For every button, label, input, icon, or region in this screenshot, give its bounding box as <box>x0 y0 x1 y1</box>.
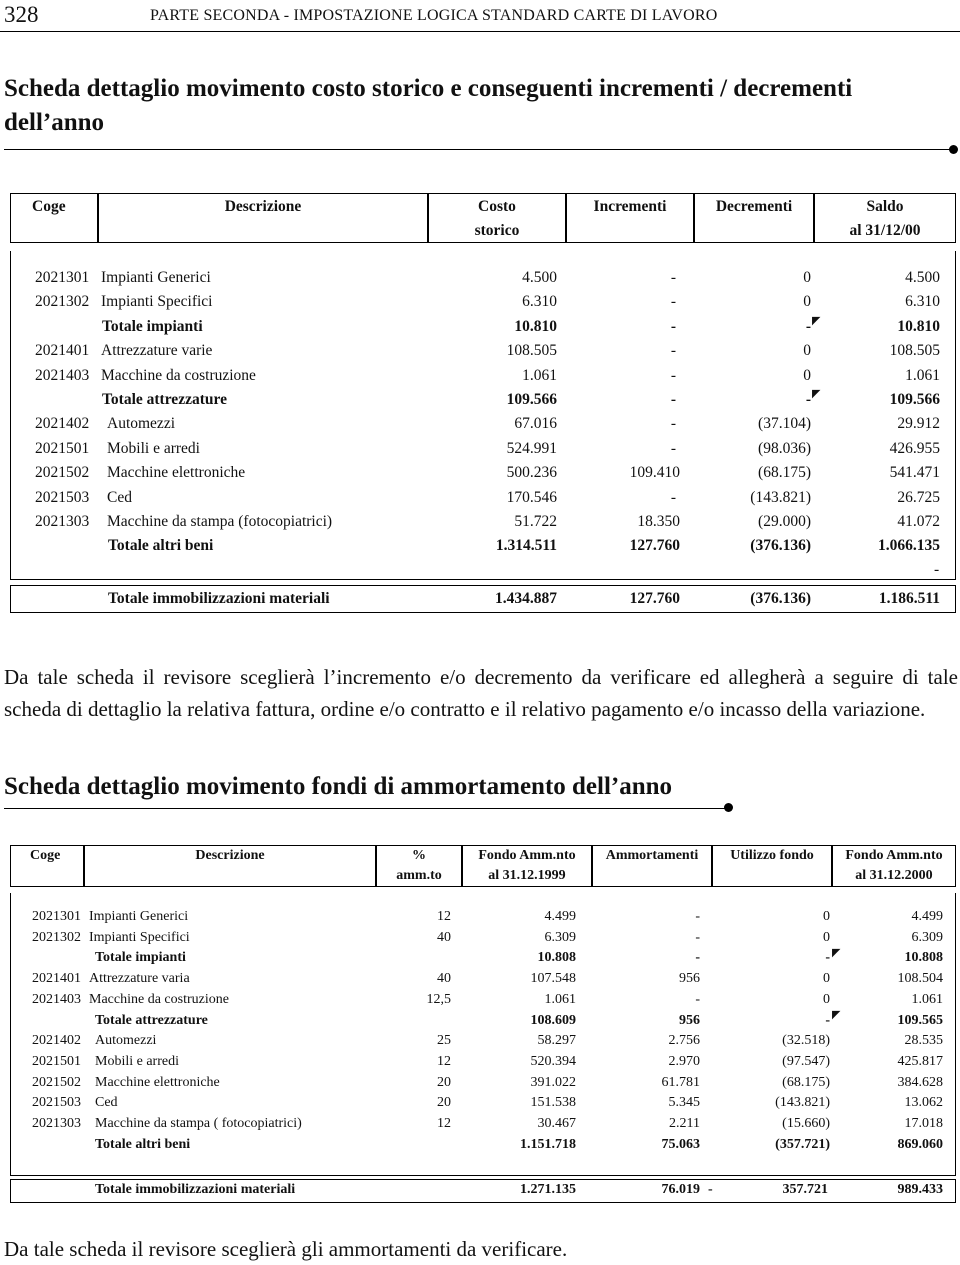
costo-value: 4.500 <box>522 269 557 286</box>
fondo-2000-value: 108.504 <box>897 971 943 987</box>
utilizzo-value: - <box>825 1012 830 1028</box>
perc-value: 20 <box>437 1095 451 1111</box>
row-description: Macchine elettroniche <box>95 1074 220 1090</box>
decrementi-value: - <box>805 391 811 408</box>
row-description: Attrezzature varia <box>89 971 190 987</box>
fondi-ammortamento-table <box>10 845 956 1205</box>
total-desc: Totale immobilizzazioni materiali <box>95 1182 296 1197</box>
costo-value: 170.546 <box>506 488 557 506</box>
fondo-2000-value: 109.565 <box>897 1012 943 1028</box>
coge-code: 2021502 <box>32 1074 81 1090</box>
row-description: Mobili e arredi <box>107 439 200 457</box>
decrementi-value: 0 <box>803 342 811 360</box>
decrementi-value: (143.821) <box>750 488 811 506</box>
col-header-utilizzo: Utilizzo fondo <box>730 848 814 863</box>
coge-code: 2021303 <box>32 1116 81 1131</box>
col-header-fondo-1999: Fondo Amm.nto <box>478 848 576 863</box>
coge-code: 2021501 <box>35 439 90 457</box>
fondo-1999-value: 30.467 <box>537 1116 576 1131</box>
fondo-2000-value: 28.535 <box>904 1033 943 1049</box>
perc-value: 12 <box>437 1053 451 1069</box>
costo-value: 524.991 <box>506 439 557 457</box>
table-row <box>10 992 956 1012</box>
perc-value: 25 <box>437 1033 451 1049</box>
ammortamenti-value: - <box>695 991 700 1007</box>
title-underline <box>4 808 729 809</box>
fondo-1999-value: 58.297 <box>537 1033 576 1049</box>
coge-code: 2021402 <box>32 1033 81 1049</box>
ammortamenti-value: 2.211 <box>669 1116 700 1131</box>
fondo-1999-value: 6.309 <box>544 929 576 945</box>
section-title-fondi: Scheda dettaglio movimento fondi di ammortamento dell’anno <box>4 773 673 800</box>
running-title: PARTE SECONDA - IMPOSTAZIONE LOGICA STANDARD CARTE DI LAVORO <box>150 7 718 24</box>
col-header-fondo-2000-2: al 31.12.2000 <box>855 868 933 883</box>
costo-value: 1.314.511 <box>495 537 557 555</box>
decrementi-value: 0 <box>803 293 811 311</box>
incrementi-value: 127.760 <box>629 537 680 555</box>
fondo-2000-value: 13.062 <box>904 1095 943 1111</box>
paragraph-incrementi: Da tale scheda il revisore sceglierà l’incremento e/o decremento da verificare ed allegherà a seguire di tale scheda di dettaglio la relativa fattura, ordine e/o contratto e il relativo pagamento e/o incasso della variazione. <box>4 665 958 721</box>
row-description: Automezzi <box>95 1033 157 1049</box>
perc-value: 40 <box>437 971 451 987</box>
fondo-2000-value: 425.817 <box>897 1053 943 1069</box>
ammortamenti-value: 2.756 <box>668 1033 700 1049</box>
perc-value: 12,5 <box>426 991 451 1007</box>
fondo-1999-value: 1.061 <box>544 991 576 1007</box>
col-header-perc: % <box>412 848 426 863</box>
table-row <box>10 1054 956 1074</box>
ammortamenti-value: - <box>695 950 700 966</box>
coge-code: 2021503 <box>32 1095 81 1111</box>
total-utilizzo: 357.721 <box>782 1182 828 1197</box>
coge-code: 2021403 <box>35 366 90 384</box>
tick-mark-icon: ◤ <box>812 388 821 400</box>
col-header-saldo: Saldo <box>866 198 904 215</box>
coge-code: 2021401 <box>32 971 81 987</box>
row-description: Mobili e arredi <box>95 1053 179 1069</box>
total-dash: - <box>708 1182 713 1197</box>
saldo-value: 109.566 <box>889 391 940 408</box>
fondo-2000-value: 869.060 <box>897 1136 943 1152</box>
fondo-2000-value: 6.309 <box>911 929 943 945</box>
col-header-descrizione: Descrizione <box>224 198 302 215</box>
col-header-ammortamenti: Ammortamenti <box>605 848 699 863</box>
costo-value: 109.566 <box>506 391 557 408</box>
saldo-value: 426.955 <box>889 439 940 457</box>
row-description: Macchine da stampa ( fotocopiatrici) <box>95 1116 302 1131</box>
col-header-coge: Coge <box>32 198 66 215</box>
costo-storico-table <box>10 193 956 613</box>
utilizzo-value: 0 <box>823 971 830 987</box>
saldo-value: 6.310 <box>905 293 940 311</box>
costo-value: 108.505 <box>506 342 557 360</box>
total-saldo: 1.186.511 <box>878 590 940 607</box>
coge-code: 2021303 <box>35 513 90 530</box>
table-row <box>10 1116 956 1136</box>
fondo-2000-value: 10.808 <box>904 950 943 966</box>
fondo-1999-value: 4.499 <box>544 909 576 924</box>
coge-code: 2021401 <box>35 342 90 360</box>
table-row <box>10 415 956 439</box>
table-subtotal-row <box>10 537 956 561</box>
utilizzo-value: (97.547) <box>782 1053 830 1069</box>
costo-value: 1.061 <box>522 366 557 384</box>
col-header-incrementi: Incrementi <box>593 198 667 215</box>
decrementi-value: - <box>805 317 811 335</box>
saldo-value: 4.500 <box>905 269 940 286</box>
table-row <box>10 1033 956 1053</box>
ammortamenti-value: 956 <box>679 971 700 987</box>
decrementi-value: (98.036) <box>758 439 811 457</box>
ammortamenti-value: - <box>695 929 700 945</box>
fondo-1999-value: 520.394 <box>530 1053 576 1069</box>
table-row <box>10 971 956 991</box>
coge-code: 2021302 <box>32 929 81 945</box>
tick-mark-icon: ◤ <box>812 315 821 327</box>
saldo-value: 10.810 <box>897 317 940 335</box>
utilizzo-value: 0 <box>823 991 830 1007</box>
table-row <box>10 1075 956 1095</box>
total-decrementi: (376.136) <box>750 590 811 607</box>
utilizzo-value: (32.518) <box>782 1033 830 1049</box>
row-description: Totale altri beni <box>95 1136 191 1152</box>
row-description: Ced <box>107 488 132 506</box>
total-ammortamenti: 76.019 <box>661 1182 700 1197</box>
coge-code: 2021301 <box>35 269 90 286</box>
row-description: Ced <box>95 1095 118 1111</box>
row-description: Macchine da stampa (fotocopiatrici) <box>107 513 333 530</box>
utilizzo-value: 0 <box>823 929 830 945</box>
total-incrementi: 127.760 <box>629 590 680 607</box>
perc-value: 12 <box>437 909 451 924</box>
fondo-1999-value: 10.808 <box>537 950 576 966</box>
col-header-coge: Coge <box>30 848 61 863</box>
row-description: Totale attrezzature <box>102 391 227 408</box>
fondo-1999-value: 107.548 <box>530 971 576 987</box>
costo-value: 10.810 <box>514 317 557 335</box>
ammortamenti-value: 2.970 <box>668 1053 700 1069</box>
row-description: Totale attrezzature <box>95 1012 208 1028</box>
col-header-fondo-1999-2: al 31.12.1999 <box>488 868 566 883</box>
ammortamenti-value: 956 <box>679 1012 700 1028</box>
costo-value: 67.016 <box>514 415 557 433</box>
table-subtotal-row <box>10 950 956 970</box>
saldo-value: 29.912 <box>897 415 940 433</box>
ammortamenti-value: 61.781 <box>661 1074 700 1090</box>
decrementi-value: 0 <box>803 366 811 384</box>
fondo-2000-value: 4.499 <box>911 909 943 924</box>
ammortamenti-value: 5.345 <box>668 1095 700 1111</box>
utilizzo-value: (68.175) <box>782 1074 830 1090</box>
utilizzo-value: 0 <box>823 909 830 924</box>
fondo-1999-value: 108.609 <box>530 1012 576 1028</box>
row-description: Macchine da costruzione <box>101 366 256 384</box>
table-total-row <box>10 1182 956 1206</box>
saldo-value: 26.725 <box>897 488 940 506</box>
incrementi-value: - <box>670 269 676 286</box>
col-header-descrizione: Descrizione <box>195 848 265 863</box>
table-row <box>10 909 956 929</box>
table-subtotal-row <box>10 1137 956 1157</box>
ammortamenti-value: - <box>695 909 700 924</box>
fondo-1999-value: 151.538 <box>530 1095 576 1111</box>
fondo-2000-value: 384.628 <box>897 1074 943 1090</box>
col-header-saldo-2: al 31/12/00 <box>849 222 921 239</box>
perc-value: 40 <box>437 929 451 945</box>
perc-value: 20 <box>437 1074 451 1090</box>
fondo-1999-value: 1.151.718 <box>520 1136 576 1152</box>
table-row <box>10 269 956 293</box>
coge-code: 2021301 <box>32 909 81 924</box>
row-description: Automezzi <box>107 415 176 433</box>
incrementi-value: - <box>670 293 676 311</box>
row-description: Totale altri beni <box>108 537 214 555</box>
table-row <box>10 464 956 488</box>
coge-code: 2021302 <box>35 293 90 311</box>
decrementi-value: (68.175) <box>758 464 811 482</box>
table-row <box>10 1095 956 1115</box>
incrementi-value: - <box>670 488 676 506</box>
table-row <box>10 342 956 366</box>
row-description: Attrezzature varie <box>101 342 213 360</box>
utilizzo-value: - <box>825 950 830 966</box>
title-underline <box>4 149 952 150</box>
row-description: Impianti Specifici <box>89 929 190 945</box>
extra-dash: - <box>934 561 940 578</box>
row-description: Impianti Generici <box>101 269 211 286</box>
saldo-value: 541.471 <box>889 464 940 482</box>
row-description: Macchine elettroniche <box>107 464 246 482</box>
incrementi-value: - <box>670 317 676 335</box>
incrementi-value: - <box>670 439 676 457</box>
incrementi-value: - <box>670 366 676 384</box>
table-total-row <box>10 590 956 614</box>
costo-value: 500.236 <box>506 464 557 482</box>
decrementi-value: (29.000) <box>758 513 811 530</box>
table-row <box>10 513 956 537</box>
coge-code: 2021403 <box>32 991 81 1007</box>
col-header-costo-2: storico <box>474 222 520 239</box>
fondo-2000-value: 17.018 <box>904 1116 943 1131</box>
incrementi-value: - <box>670 415 676 433</box>
section-title-costo-storico: Scheda dettaglio movimento costo storico e conseguenti incrementi / decrementi dell’anno <box>4 75 853 136</box>
row-description: Macchine da costruzione <box>89 991 229 1007</box>
saldo-value: 108.505 <box>889 342 940 360</box>
costo-value: 6.310 <box>522 293 557 311</box>
utilizzo-value: (15.660) <box>782 1116 830 1131</box>
total-desc: Totale immobilizzazioni materiali <box>108 590 330 607</box>
saldo-value: 41.072 <box>897 513 940 530</box>
table-row <box>10 930 956 950</box>
decrementi-value: (37.104) <box>758 415 811 433</box>
decrementi-value: 0 <box>803 269 811 286</box>
table-subtotal-row <box>10 1013 956 1033</box>
table-row <box>10 489 956 513</box>
header-divider <box>0 31 960 32</box>
incrementi-value: 109.410 <box>629 464 680 482</box>
saldo-value: 1.061 <box>905 366 940 384</box>
coge-code: 2021502 <box>35 464 90 482</box>
incrementi-value: - <box>670 391 676 408</box>
coge-code: 2021402 <box>35 415 90 433</box>
paragraph-ammortamenti: Da tale scheda il revisore sceglierà gli ammortamenti da verificare. <box>4 1237 568 1261</box>
row-description: Totale impianti <box>102 317 203 335</box>
incrementi-value: 18.350 <box>637 513 680 530</box>
perc-value: 12 <box>437 1116 451 1131</box>
fondo-2000-value: 1.061 <box>911 991 943 1007</box>
coge-code: 2021503 <box>35 488 90 506</box>
coge-code: 2021501 <box>32 1053 81 1069</box>
tick-mark-icon: ◤ <box>832 1009 841 1021</box>
row-description: Impianti Specifici <box>101 293 213 311</box>
total-fondo-2000: 989.433 <box>897 1182 943 1197</box>
tick-mark-icon: ◤ <box>832 947 841 959</box>
col-header-fondo-2000: Fondo Amm.nto <box>845 848 943 863</box>
col-header-decrementi: Decrementi <box>715 198 793 215</box>
fondo-1999-value: 391.022 <box>530 1074 576 1090</box>
col-header-costo: Costo <box>478 198 516 215</box>
utilizzo-value: (357.721) <box>775 1136 830 1152</box>
total-fondo-1999: 1.271.135 <box>520 1182 576 1197</box>
decrementi-value: (376.136) <box>750 537 811 555</box>
col-header-perc-2: amm.to <box>396 868 442 883</box>
row-description: Totale impianti <box>95 950 186 966</box>
bullet-dot-icon <box>724 803 733 812</box>
table-row <box>10 440 956 464</box>
page-number: 328 <box>4 2 39 27</box>
ammortamenti-value: 75.063 <box>661 1136 700 1152</box>
costo-value: 51.722 <box>514 513 557 530</box>
utilizzo-value: (143.821) <box>775 1095 830 1111</box>
saldo-value: 1.066.135 <box>878 537 940 555</box>
total-costo: 1.434.887 <box>495 590 557 607</box>
incrementi-value: - <box>670 342 676 360</box>
row-description: Impianti Generici <box>89 909 189 924</box>
bullet-dot-icon <box>949 145 958 154</box>
